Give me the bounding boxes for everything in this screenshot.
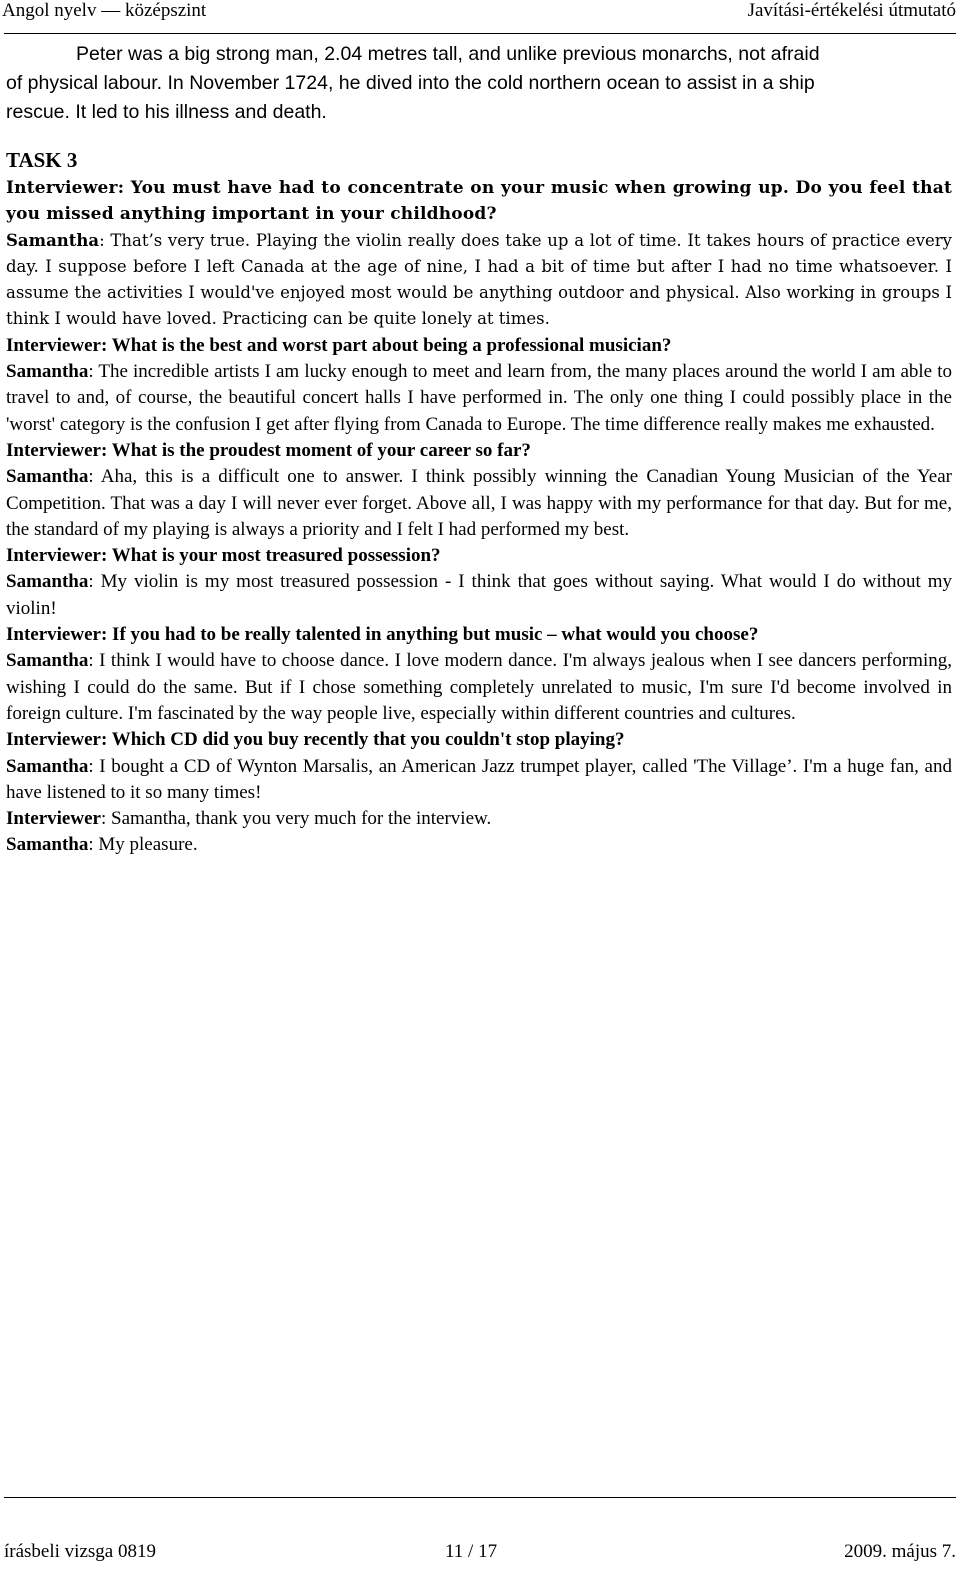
intro-paragraph xyxy=(6,40,952,127)
dialogue-text: : The incredible artists I am lucky enough to meet and learn from, the many places around the world I am able to travel to and, of course, the beautiful concert halls I have performed in. The only one thing I could possibly place in the 'worst' category is the confusion I get after flying from Canada to Europe. The time difference really makes me exhausted. xyxy=(6,361,952,435)
speaker-name: Samantha xyxy=(6,230,100,250)
interview-dialogue xyxy=(6,175,952,859)
speaker-name: Samantha xyxy=(6,466,89,488)
speaker-name: Interviewer xyxy=(6,545,101,567)
dialogue-text: : You must have had to concentrate on your music when growing up. Do you feel that you missed anything important in your childhood? xyxy=(6,178,952,225)
dialogue-line-samantha xyxy=(6,569,952,622)
dialogue-line-samantha xyxy=(6,832,952,858)
speaker-name: Interviewer xyxy=(6,334,101,356)
dialogue-line-interviewer xyxy=(6,727,952,753)
speaker-name: Samantha xyxy=(6,650,89,672)
speaker-name: Samantha xyxy=(6,361,89,383)
speaker-name: Interviewer xyxy=(6,808,101,830)
footer-exam-code: írásbeli vizsga 0819 xyxy=(4,1541,156,1562)
dialogue-text: : My violin is my most treasured possession - I think that goes without saying. What would I do without my violin! xyxy=(6,571,952,619)
dialogue-text: : What is the proudest moment of your career so far? xyxy=(100,439,531,461)
dialogue-line-interviewer xyxy=(6,175,952,228)
footer-page-number: 11 / 17 xyxy=(445,1541,498,1562)
header-guide-title: Javítási-értékelési útmutató xyxy=(747,0,956,21)
dialogue-text: : Aha, this is a difficult one to answer. I think possibly winning the Canadian Young Musician of the Year Competition. That was a day I will never ever forget. Above all, I was happy with my performance for that day. But for me, the standard of my playing is always a priority and I felt I had performed my best. xyxy=(6,466,952,540)
dialogue-text: : What is your most treasured possession? xyxy=(100,545,441,567)
dialogue-text: : I think I would have to choose dance. I love modern dance. I'm always jealous when I see dancers performing, wishing I could do the same. But if I chose something completely unrelated to music, I'm sure I'd become involved in foreign culture. I'm fascinated by the way people live, especially within different countries and cultures. xyxy=(6,650,952,724)
dialogue-text: : If you had to be really talented in anything but music – what would you choose? xyxy=(100,624,759,646)
intro-line-3: rescue. It led to his illness and death. xyxy=(6,101,327,123)
dialogue-line-interviewer xyxy=(6,438,952,464)
dialogue-text: : My pleasure. xyxy=(88,834,198,856)
header-subject: Angol nyelv — középszint xyxy=(2,0,207,21)
dialogue-line-interviewer xyxy=(6,333,952,359)
speaker-name: Interviewer xyxy=(6,439,101,461)
dialogue-text: : Which CD did you buy recently that you couldn't stop playing? xyxy=(100,729,625,751)
dialogue-text: : I bought a CD of Wynton Marsalis, an American Jazz trumpet player, called 'The Village’. I'm a huge fan, and have listened to it so many times! xyxy=(6,755,952,803)
speaker-name: Interviewer xyxy=(6,624,101,646)
dialogue-line-samantha xyxy=(6,754,952,807)
page-footer xyxy=(0,1541,960,1571)
task-title: TASK 3 xyxy=(6,148,78,172)
dialogue-line-samantha xyxy=(6,359,952,438)
footer-date: 2009. május 7. xyxy=(844,1541,956,1562)
intro-line-1: Peter was a big strong man, 2.04 metres tall, and unlike previous monarchs, not afraid xyxy=(76,43,820,65)
dialogue-line-interviewer xyxy=(6,543,952,569)
dialogue-text: : That’s very true. Playing the violin really does take up a lot of time. It takes hours of practice every day. I suppose before I left Canada at the age of nine, I had a bit of time but after I had no time whatsoever. I assume the activities I would've enjoyed most would be anything outdoor and physical. Also working in groups I think I would have loved. Practicing can be quite lonely at times. xyxy=(6,230,952,329)
speaker-name: Samantha xyxy=(6,834,89,856)
dialogue-line-interviewer xyxy=(6,622,952,648)
dialogue-text: : What is the best and worst part about being a professional musician? xyxy=(100,334,672,356)
speaker-name: Samantha xyxy=(6,755,89,777)
dialogue-line-interviewer xyxy=(6,806,952,832)
dialogue-line-samantha xyxy=(6,464,952,543)
speaker-name: Interviewer xyxy=(6,729,101,751)
footer-rule xyxy=(4,1497,956,1498)
dialogue-line-samantha xyxy=(6,648,952,727)
speaker-name: Interviewer xyxy=(6,178,118,198)
page-header xyxy=(0,0,960,30)
dialogue-text: : Samantha, thank you very much for the interview. xyxy=(100,808,492,830)
speaker-name: Samantha xyxy=(6,571,89,593)
page-content xyxy=(6,40,952,859)
dialogue-line-samantha xyxy=(6,228,952,333)
intro-line-2: of physical labour. In November 1724, he dived into the cold northern ocean to assist in a ship xyxy=(6,72,815,94)
header-rule xyxy=(4,33,956,34)
